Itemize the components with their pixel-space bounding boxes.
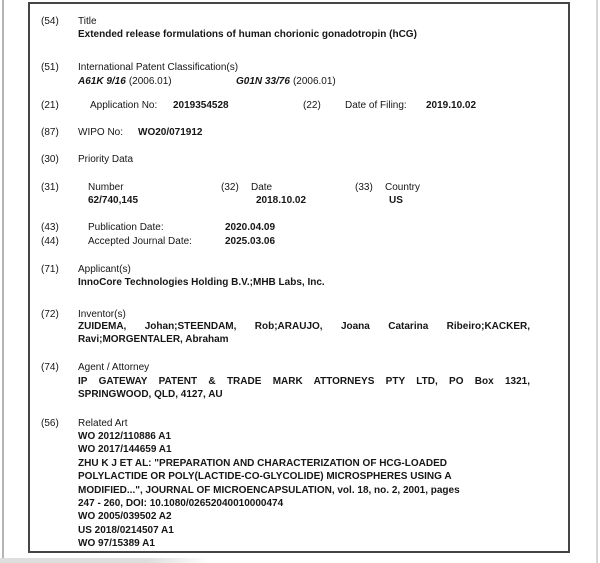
related-art-line: 247 - 260, DOI: 10.1080/02652040010000474 [78,498,284,510]
related-art-label: Related Art [78,417,128,429]
inventors-line-1: ZUIDEMA, Johan;STEENDAM, Rob;ARAUJO, Joana Catarina Ribeiro;KACKER, [78,321,530,332]
priority-country-value: US [389,194,403,206]
accepted-journal-date-label: Accepted Journal Date: [88,235,192,247]
related-art-line: WO 2017/144659 A1 [78,444,172,456]
inventors-label: Inventor(s) [78,308,126,320]
date-of-filing-value: 2019.10.02 [426,99,477,111]
ipc-class-1: A61K 9/16 [78,75,126,87]
related-art-list [78,430,530,551]
related-art-line: US 2018/0214507 A1 [78,524,174,536]
field-code-31: (31) [41,181,59,193]
publication-date-label: Publication Date: [88,222,164,233]
scan-edge-bottom [0,558,210,563]
priority-date-label: Date [251,181,273,193]
field-code-22: (22) [303,99,321,111]
related-art-line: POLYLACTIDE OR POLY(LACTIDE-CO-GLYCOLIDE) MICROSPHERES USING A [78,471,452,483]
ipc-entry-2 [236,75,336,88]
scan-edge-right [596,0,598,563]
field-code-21: (21) [41,99,59,111]
priority-number-value: 62/740,145 [88,194,139,206]
title-label: Title [78,16,97,27]
field-code-44: (44) [41,235,59,247]
application-no-label: Application No: [90,99,158,111]
priority-data-label: Priority Data [78,153,134,165]
wipo-no-value: WO20/071912 [138,126,203,138]
ipc-label: International Patent Classification(s) [78,62,239,73]
application-no-value: 2019354528 [173,99,229,111]
field-code-54: (54) [41,16,59,27]
priority-country-label: Country [385,181,421,193]
field-code-72: (72) [41,308,59,320]
agent-attorney-label: Agent / Attorney [78,362,150,373]
scan-edge-left [2,0,4,563]
agent-line-2: SPRINGWOOD, QLD, 4127, AU [78,389,223,401]
ipc-version-2: (2006.01) [292,75,336,87]
field-code-32: (32) [221,181,239,193]
date-of-filing-label: Date of Filing: [345,99,407,111]
related-art-line: MODIFIED...", JOURNAL OF MICROENCAPSULATION, vol. 18, no. 2, 2001, pages [78,484,460,496]
related-art-line: WO 97/15389 A1 [78,538,155,550]
agent-line-1: IP GATEWAY PATENT & TRADE MARK ATTORNEYS PTY LTD, PO Box 1321, [78,376,530,387]
applicants-value: InnoCore Technologies Holding B.V.;MHB Labs, Inc. [78,276,325,288]
related-art-line: WO 2012/110886 A1 [78,431,172,442]
priority-number-label: Number [88,181,124,193]
ipc-version-1: (2006.01) [128,75,172,87]
publication-date-value: 2020.04.09 [225,222,276,233]
wipo-no-label: WIPO No: [78,126,124,138]
ipc-entry-1 [78,75,172,88]
accepted-journal-date-value: 2025.03.06 [225,235,276,247]
field-code-51: (51) [41,62,59,73]
related-art-line: ZHU K J ET AL: "PREPARATION AND CHARACTERIZATION OF HCG-LOADED [78,457,447,469]
inventors-value [78,320,530,347]
title-value: Extended release formulations of human chorionic gonadotropin (hCG) [78,29,417,40]
agent-attorney-value [78,375,530,402]
field-code-43: (43) [41,222,59,233]
field-code-87: (87) [41,126,59,138]
field-code-56: (56) [41,417,59,429]
field-code-74: (74) [41,362,59,373]
related-art-line: WO 2005/039502 A2 [78,511,172,523]
priority-date-value: 2018.10.02 [256,194,307,206]
field-code-71: (71) [41,263,59,275]
field-code-30: (30) [41,153,59,165]
ipc-class-2: G01N 33/76 [236,75,290,87]
applicants-label: Applicant(s) [78,263,131,275]
inventors-line-2: Ravi;MORGENTALER, Abraham [78,334,229,346]
field-code-33: (33) [355,181,373,193]
